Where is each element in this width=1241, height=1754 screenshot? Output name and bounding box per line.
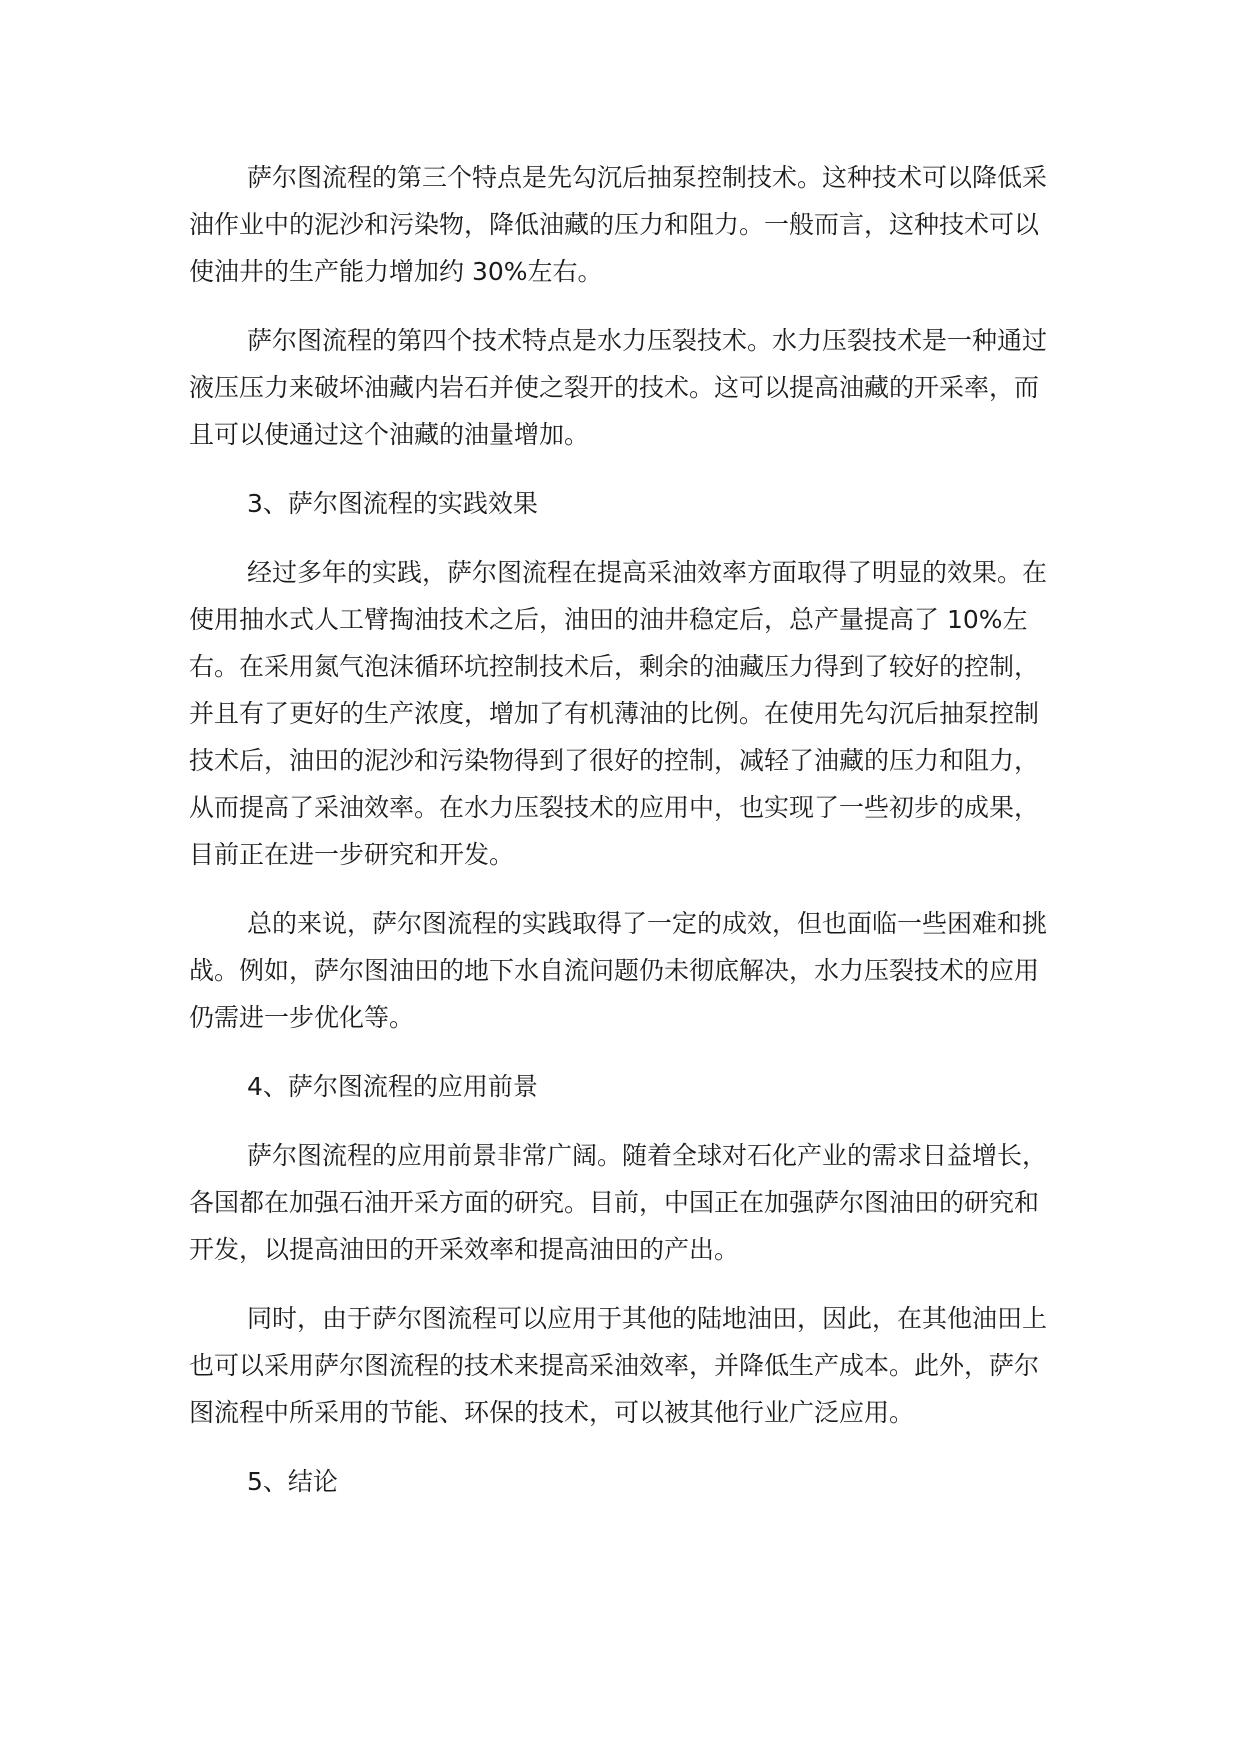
section-heading-conclusion: 5、结论 — [247, 1467, 338, 1496]
paragraph-third-feature: 萨尔图流程的第三个特点是先勾沉后抽泵控制技术。这种技术可以降低采油作业中的泥沙和污染物，降低油藏的压力和阻力。一般而言，这种技术可以使油井的生产能力增加约 30%左右。 — [189, 163, 1048, 286]
document-body — [189, 154, 1049, 1505]
paragraph-practice-results: 经过多年的实践，萨尔图流程在提高采油效率方面取得了明显的效果。在使用抽水式人工臂掏油技术之后，油田的油井稳定后，总产量提高了 10%左右。在采用氮气泡沫循环坑控制技术后，剩余的油藏压力得到了较好的控制，并且有了更好的生产浓度，增加了有机薄油的比例。在使用先勾沉后抽泵控制技术后，油田的泥沙和污染物得到了很好的控制，减轻了油藏的压力和阻力，从而提高了采油效率。在水力压裂技术的应用中，也实现了一些初步的成果，目前正在进一步研究和开发。 — [189, 558, 1048, 869]
paragraph-fourth-feature: 萨尔图流程的第四个技术特点是水力压裂技术。水力压裂技术是一种通过液压压力来破坏油藏内岩石并使之裂开的技术。这可以提高油藏的开采率，而且可以使通过这个油藏的油量增加。 — [189, 326, 1048, 449]
section-heading-application-prospect: 4、萨尔图流程的应用前景 — [247, 1072, 538, 1101]
section-heading-practice-effect: 3、萨尔图流程的实践效果 — [247, 489, 538, 518]
paragraph-prospect-overview: 萨尔图流程的应用前景非常广阔。随着全球对石化产业的需求日益增长，各国都在加强石油开采方面的研究。目前，中国正在加强萨尔图油田的研究和开发，以提高油田的开采效率和提高油田的产出。 — [189, 1141, 1048, 1264]
paragraph-other-oilfields: 同时，由于萨尔图流程可以应用于其他的陆地油田，因此，在其他油田上也可以采用萨尔图流程的技术来提高采油效率，并降低生产成本。此外，萨尔图流程中所采用的节能、环保的技术，可以被其他行业广泛应用。 — [189, 1304, 1048, 1427]
paragraph-summary-challenges: 总的来说，萨尔图流程的实践取得了一定的成效，但也面临一些困难和挑战。例如，萨尔图油田的地下水自流问题仍未彻底解决，水力压裂技术的应用仍需进一步优化等。 — [189, 909, 1048, 1032]
